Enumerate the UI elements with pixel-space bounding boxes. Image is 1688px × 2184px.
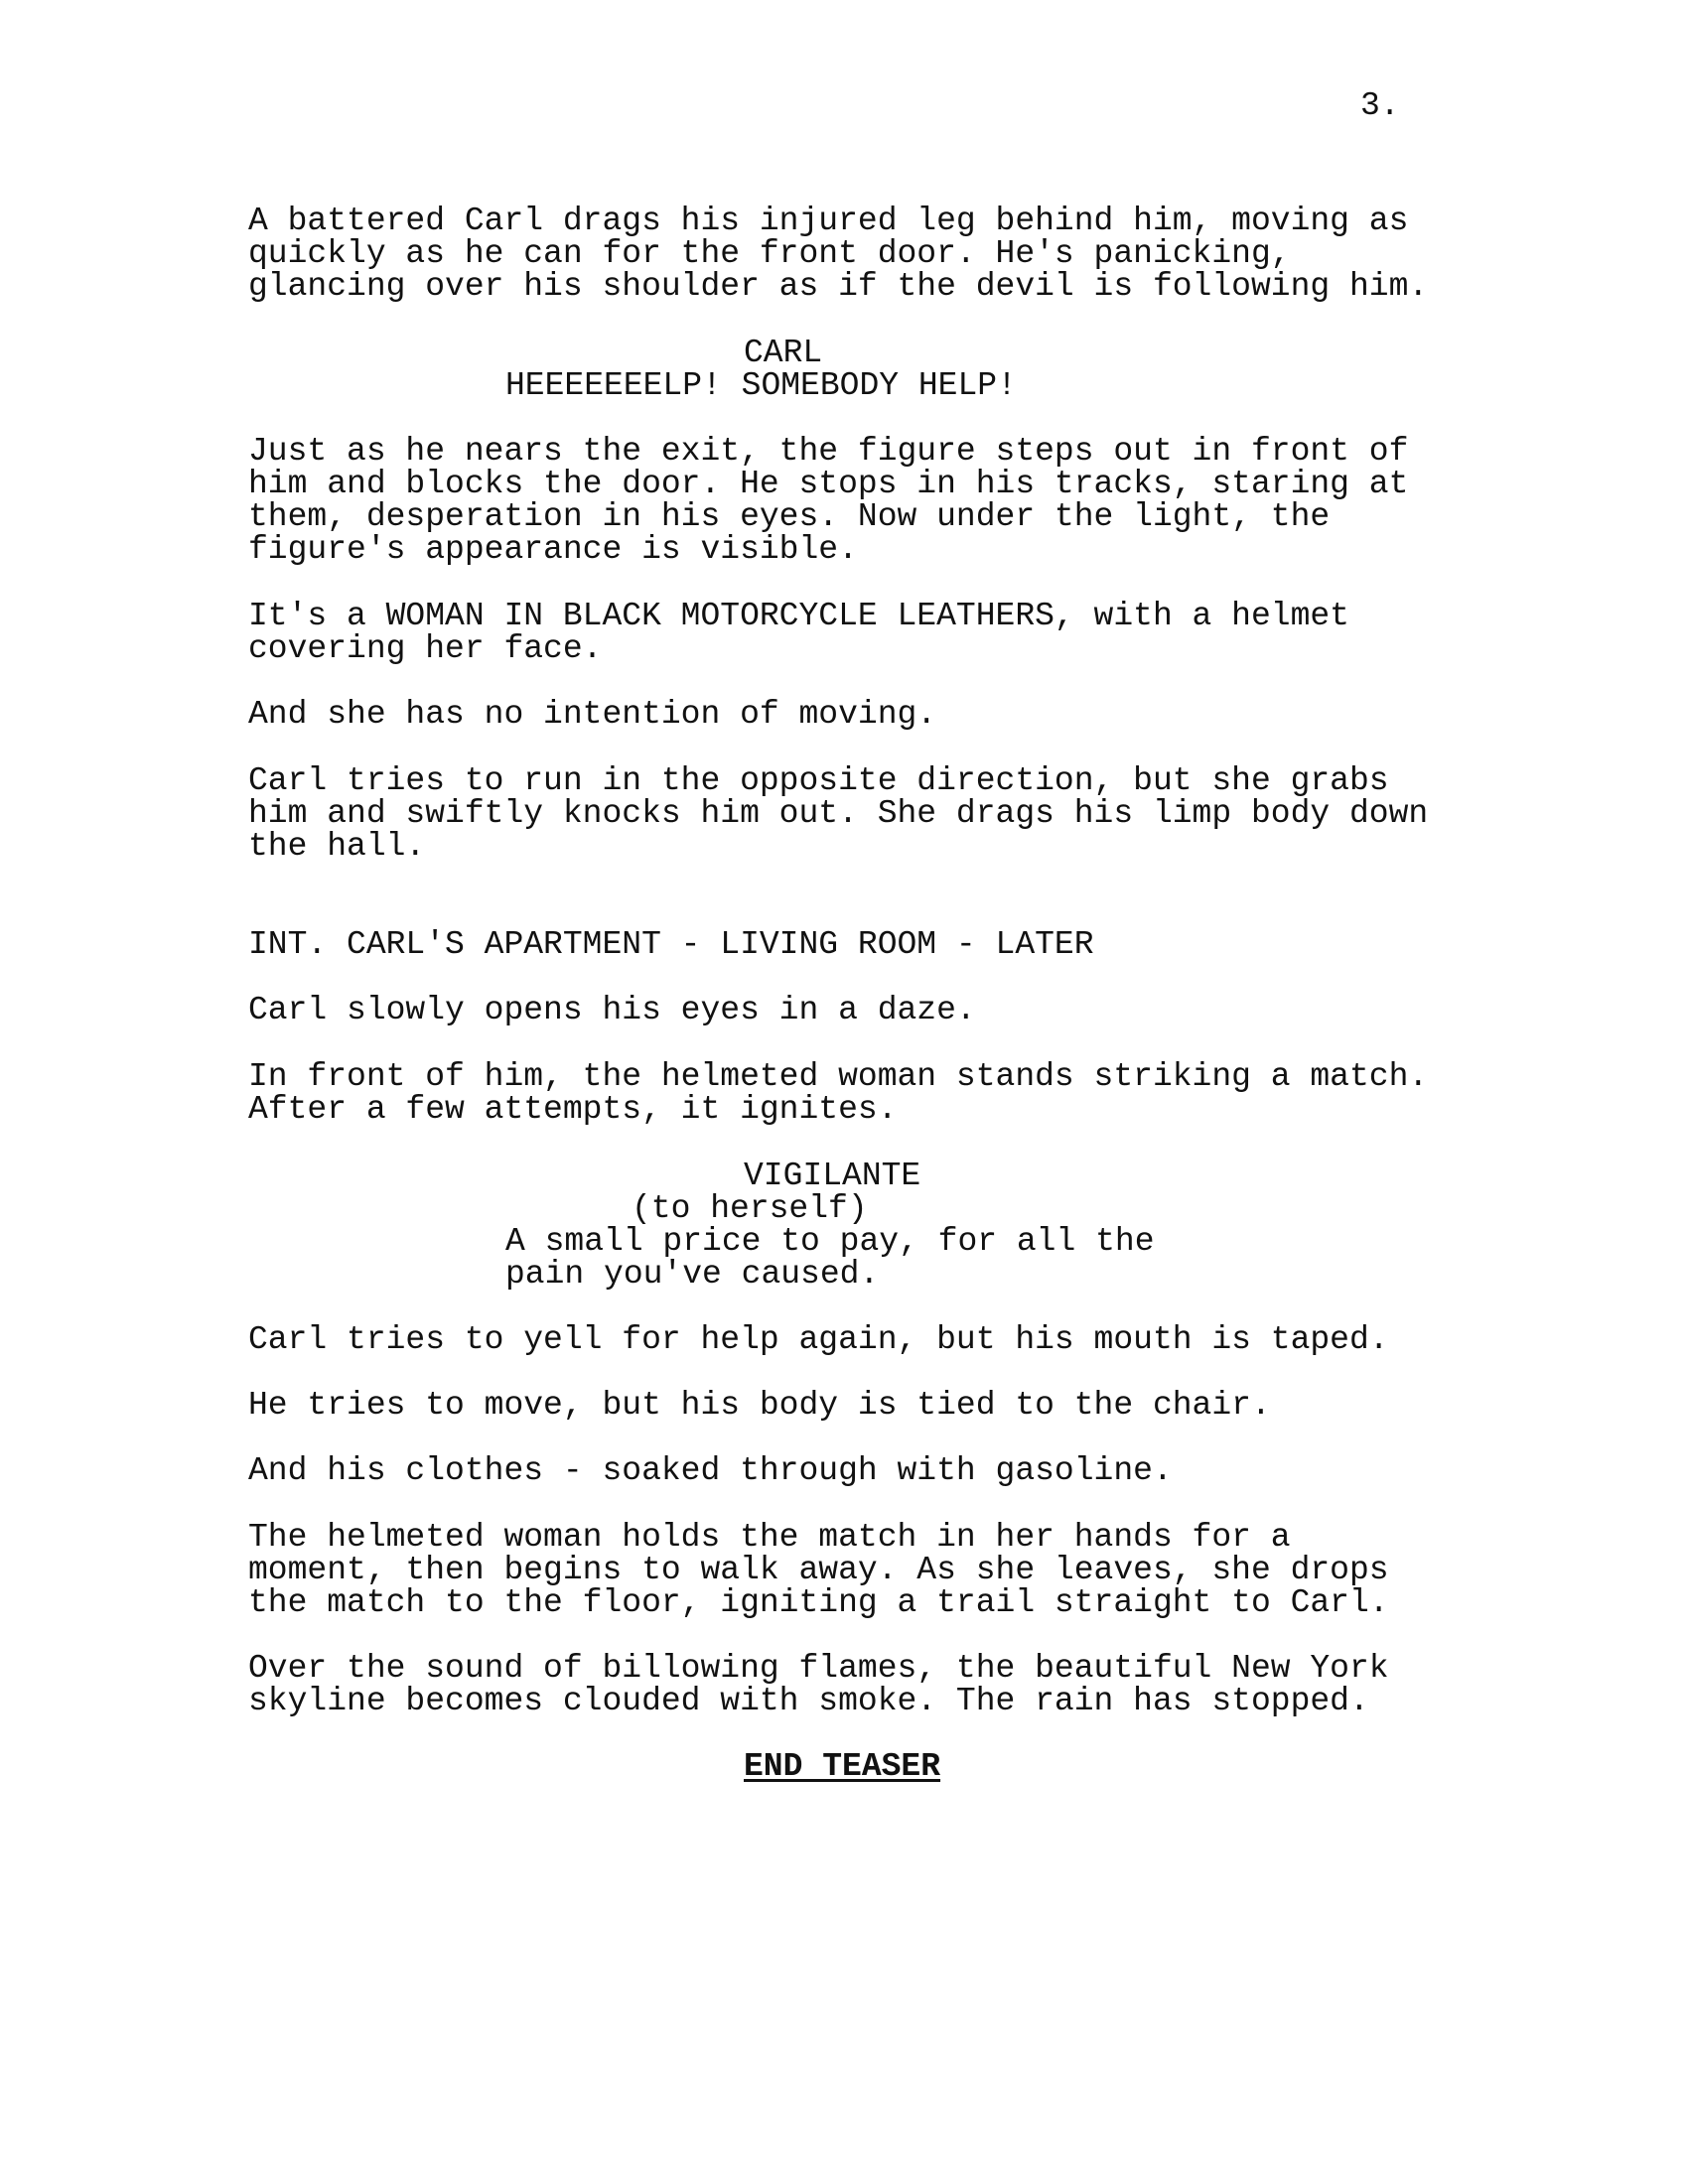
dialogue-line: HEEEEEEELP! SOMEBODY HELP!	[505, 367, 1017, 404]
action-line: skyline becomes clouded with smoke. The rain has stopped.	[248, 1683, 1369, 1719]
dialogue-line: pain you've caused.	[505, 1256, 880, 1293]
action-line: In front of him, the helmeted woman stands striking a match.	[248, 1058, 1429, 1095]
action-line: The helmeted woman holds the match in her hands for a	[248, 1519, 1291, 1556]
action-line: Carl slowly opens his eyes in a daze.	[248, 992, 976, 1028]
page-number: 3.	[1360, 87, 1400, 124]
action-line: Just as he nears the exit, the figure steps out in front of	[248, 433, 1409, 470]
scene-heading: INT. CARL'S APARTMENT - LIVING ROOM - LATER	[248, 926, 1094, 963]
action-line: figure's appearance is visible.	[248, 531, 858, 568]
action-line: A battered Carl drags his injured leg behind him, moving as	[248, 203, 1409, 239]
action-line: He tries to move, but his body is tied to the chair.	[248, 1387, 1271, 1424]
action-line: And she has no intention of moving.	[248, 696, 937, 733]
action-line: them, desperation in his eyes. Now under the light, the	[248, 498, 1331, 535]
action-line: It's a WOMAN IN BLACK MOTORCYCLE LEATHERS, with a helmet	[248, 598, 1349, 634]
action-line: covering her face.	[248, 630, 603, 667]
parenthetical: (to herself)	[632, 1190, 868, 1227]
end-teaser-transition: END TEASER	[744, 1748, 941, 1785]
action-line: him and swiftly knocks him out. She drags his limp body down	[248, 795, 1429, 832]
action-line: the match to the floor, igniting a trail straight to Carl.	[248, 1584, 1389, 1621]
action-line: moment, then begins to walk away. As she leaves, she drops	[248, 1552, 1389, 1588]
dialogue-line: A small price to pay, for all the	[505, 1223, 1155, 1260]
action-line: After a few attempts, it ignites.	[248, 1091, 898, 1128]
action-line: quickly as he can for the front door. He's panicking,	[248, 235, 1291, 272]
action-line: him and blocks the door. He stops in his tracks, staring at	[248, 466, 1409, 502]
character-name: CARL	[744, 335, 823, 371]
action-line: Carl tries to run in the opposite direction, but she grabs	[248, 762, 1389, 799]
action-line: the hall.	[248, 828, 426, 865]
action-line: Over the sound of billowing flames, the beautiful New York	[248, 1650, 1389, 1687]
character-name: VIGILANTE	[744, 1158, 921, 1194]
action-line: Carl tries to yell for help again, but his mouth is taped.	[248, 1321, 1389, 1358]
action-line: glancing over his shoulder as if the devil is following him.	[248, 268, 1429, 305]
action-line: And his clothes - soaked through with gasoline.	[248, 1452, 1173, 1489]
